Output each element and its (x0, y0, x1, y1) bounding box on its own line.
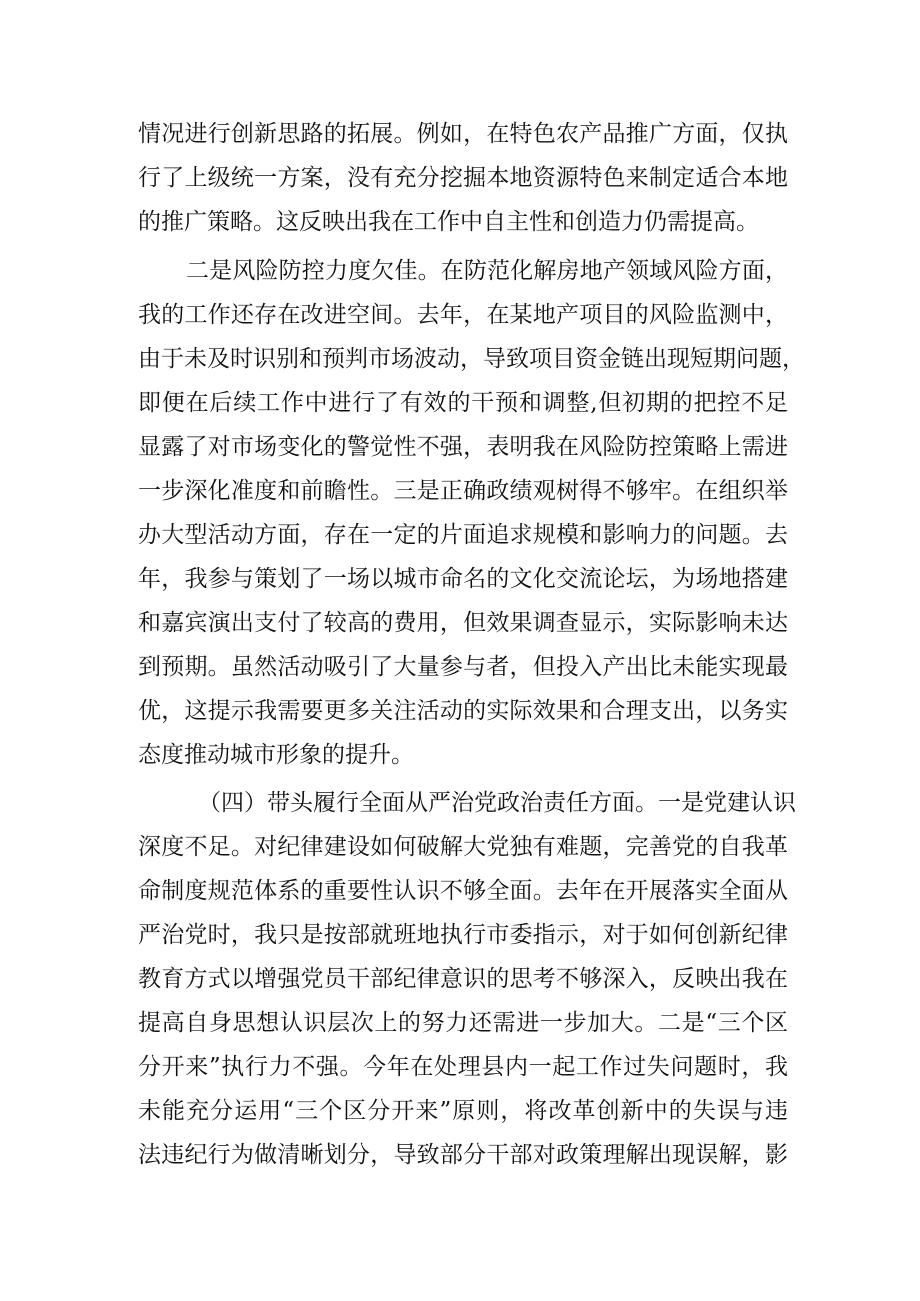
text-line: 深度不足。对纪律建设如何破解大党独有难题，完善党的自我革 (138, 834, 788, 860)
text-line: 命制度规范体系的重要性认识不够全面。去年在开展落实全面从 (138, 878, 788, 904)
text-line: 到预期。虽然活动吸引了大量参与者，但投入产出比未能实现最 (138, 654, 788, 680)
text-line: 办大型活动方面，存在一定的片面追求规模和影响力的问题。去 (138, 522, 788, 548)
text-line: 提高自身思想认识层次上的努力还需进一步加大。二是“三个区 (138, 1010, 788, 1036)
text-line: 严治党时，我只是按部就班地执行市委指示，对于如何创新纪律 (138, 922, 788, 948)
text-line: 行了上级统一方案，没有充分挖掘本地资源特色来制定适合本地 (138, 165, 788, 191)
paragraph-start-line: 二是风险防控力度欠佳。在防范化解房地产领域风险方面， (186, 258, 788, 284)
text-line: 一步深化准度和前瞻性。三是正确政绩观树得不够牢。在组织举 (138, 478, 788, 504)
text-line: 法违纪行为做清晰划分，导致部分干部对政策理解出现误解，影 (138, 1142, 788, 1168)
text-line: 未能充分运用“三个区分开来”原则，将改革创新中的失误与违 (138, 1098, 788, 1124)
text-line: 由于未及时识别和预判市场波动，导致项目资金链出现短期问题， (138, 346, 805, 372)
text-line: 优，这提示我需要更多关注活动的实际效果和合理支出，以务实 (138, 698, 788, 724)
text-line: 的推广策略。这反映出我在工作中自主性和创造力仍需提高。 (138, 209, 759, 235)
text-line: 态度推动城市形象的提升。 (138, 742, 414, 768)
text-line: 情况进行创新思路的拓展。例如，在特色农产品推广方面，仅执 (138, 121, 788, 147)
text-line: 分开来”执行力不强。今年在处理县内一起工作过失问题时，我 (138, 1054, 788, 1080)
text-line: 年，我参与策划了一场以城市命名的文化交流论坛，为场地搭建 (138, 566, 788, 592)
text-line: 显露了对市场变化的警觉性不强，表明我在风险防控策略上需进 (138, 434, 788, 460)
text-line: 我的工作还存在改进空间。去年，在某地产项目的风险监测中， (138, 302, 788, 328)
section-heading-line: （四）带头履行全面从严治党政治责任方面。一是党建认识 (198, 790, 796, 816)
text-line: 教育方式以增强党员干部纪律意识的思考不够深入，反映出我在 (138, 966, 788, 992)
text-line: 和嘉宾演出支付了较高的费用，但效果调查显示，实际影响未达 (138, 610, 788, 636)
text-line: 即便在后续工作中进行了有效的干预和调整,但初期的把控不足 (138, 390, 788, 416)
